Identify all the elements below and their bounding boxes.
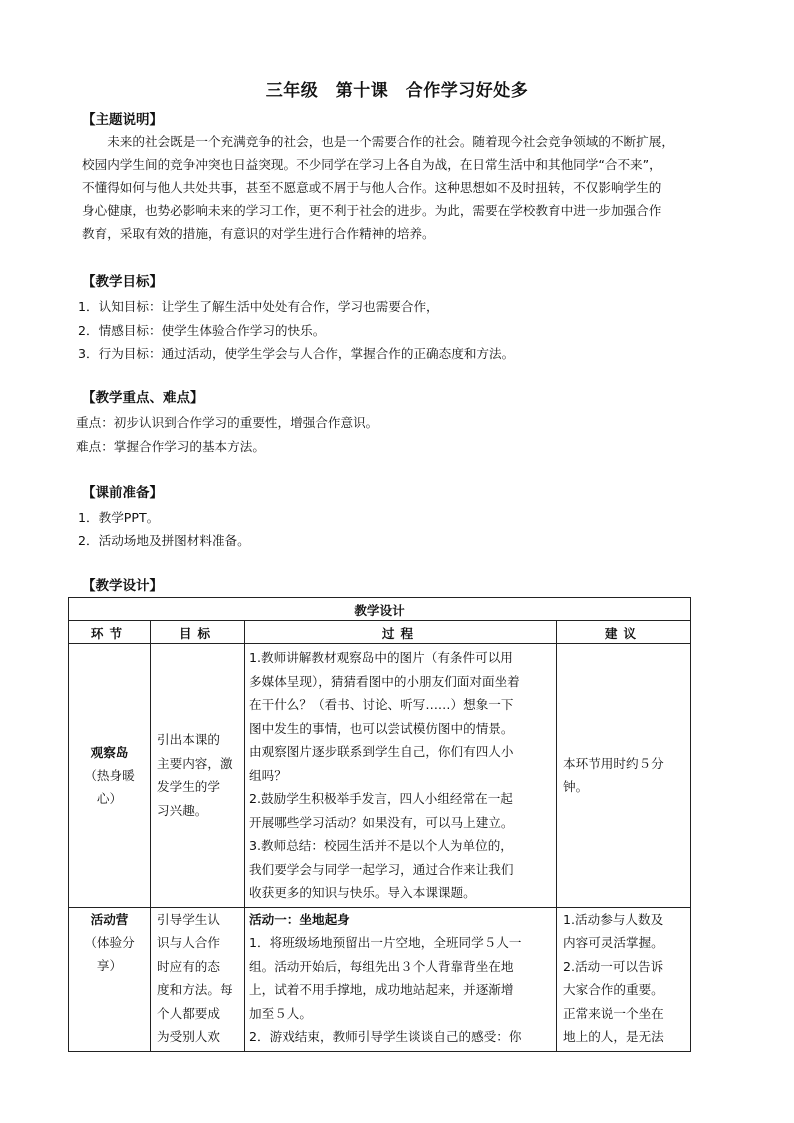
- stage-name: 活动营: [90, 911, 129, 927]
- theme-line: 校园内学生间的竞争冲突也日益突现。不少同学在学习上各自为战，在日常生活中和其他同学“合不来”，: [82, 157, 662, 172]
- table-row: [69, 907, 691, 1051]
- theme-line: 不懂得如何与他人共处共事，甚至不愿意或不屑于与他人合作。这种思想如不及时扭转，不仅影响学生的: [82, 180, 662, 195]
- theme-line: 身心健康，也势必影响未来的学习工作，更不利于社会的进步。为此，需要在学校教育中进一步加强合作: [82, 203, 662, 218]
- process-line: 组吗？: [249, 767, 287, 783]
- process-line: 2．游戏结束，教师引导学生谈谈自己的感受：你: [249, 1029, 522, 1044]
- keypoints-heading: 【教学重点、难点】: [82, 390, 204, 406]
- table-row: [69, 644, 691, 908]
- process-line: 多媒体呈现），猜猜看图中的小朋友们面对面坐着: [249, 673, 520, 689]
- goal-item: 3．行为目标：通过活动，使学生学会与人合作，掌握合作的正确态度和方法。: [78, 346, 515, 361]
- goal-line: 个人都要成: [157, 1005, 220, 1021]
- advice-cell: [557, 907, 691, 1051]
- prep-item: 2．活动场地及拼图材料准备。: [78, 533, 250, 548]
- theme-line: 未来的社会既是一个充满竞争的社会，也是一个需要合作的社会。随着现今社会竞争领域的不断扩展，: [82, 134, 674, 149]
- advice-line: 2.活动一可以告诉: [563, 958, 664, 974]
- process-line: 图中发生的事情，也可以尝试模仿图中的情景。: [249, 720, 514, 736]
- column-header: 环节: [69, 621, 151, 644]
- goal-line: 引导学生认: [157, 911, 220, 927]
- keypoint-item: 重点：初步认识到合作学习的重要性，增强合作意识。: [76, 415, 379, 430]
- stage-sub: （热身暖: [84, 767, 135, 783]
- prep-heading: 【课前准备】: [82, 485, 163, 501]
- column-header: 目标: [151, 621, 245, 644]
- process-line: 由观察图片逐步联系到学生自己，你们有四人小: [249, 744, 514, 759]
- teaching-design-table: [68, 597, 691, 1052]
- stage-sub: 心）: [96, 790, 123, 806]
- prep-item: 1．教学PPT。: [78, 510, 160, 525]
- theme-paragraph: [82, 130, 722, 245]
- stage-sub: 享）: [96, 957, 123, 973]
- theme-line: 教育，采取有效的措施，有意识的对学生进行合作精神的培养。: [82, 226, 435, 241]
- process-cell: [245, 644, 557, 908]
- goal-cell: [151, 907, 245, 1051]
- page-title: 三年级 第十课 合作学习好处多: [265, 81, 529, 101]
- advice-line: 正常来说一个坐在: [563, 1005, 664, 1021]
- goals-heading: 【教学目标】: [82, 274, 163, 290]
- goal-line: 主要内容，激: [157, 755, 233, 771]
- process-line: 我们要学会与同学一起学习，通过合作来让我们: [249, 861, 514, 877]
- stage-cell: [69, 644, 151, 908]
- advice-line: 本环节用时约５分: [563, 755, 664, 771]
- process-line: 1.教师讲解教材观察岛中的图片（有条件可以用: [249, 650, 513, 665]
- process-cell: [245, 907, 557, 1051]
- advice-line: 大家合作的重要。: [563, 982, 664, 997]
- process-line: 上，试着不用手撑地，成功地站起来，并逐渐增: [249, 982, 514, 997]
- goal-line: 引出本课的: [157, 732, 220, 748]
- column-header: 过程: [245, 621, 557, 644]
- stage-name: 观察岛: [90, 744, 129, 760]
- process-line: 收获更多的知识与快乐。导入本课课题。: [249, 885, 476, 900]
- process-line: 2.鼓励学生积极举手发言，四人小组经常在一起: [249, 791, 513, 806]
- goal-line: 时应有的态: [157, 958, 220, 974]
- goal-line: 习兴趣。: [157, 802, 208, 818]
- goal-line: 为受别人欢: [157, 1029, 220, 1044]
- process-line: 加至５人。: [249, 1005, 312, 1021]
- goal-cell: [151, 644, 245, 908]
- process-line: 3.教师总结：校园生活并不是以个人为单位的，: [249, 838, 513, 853]
- goal-line: 发学生的学: [157, 779, 220, 795]
- stage-cell: [69, 907, 151, 1051]
- keypoint-item: 难点：掌握合作学习的基本方法。: [76, 439, 265, 454]
- advice-line: 内容可灵活掌握。: [563, 935, 664, 950]
- advice-line: 钟。: [563, 779, 589, 795]
- stage-sub: （体验分: [84, 934, 135, 950]
- process-line: 开展哪些学习活动？如果没有，可以马上建立。: [249, 814, 514, 830]
- process-line: 1．将班级场地预留出一片空地，全班同学５人一: [249, 935, 522, 950]
- advice-cell: [557, 644, 691, 908]
- goal-item: 2．情感目标：使学生体验合作学习的快乐。: [78, 323, 326, 338]
- activity-title: 活动一：坐地起身: [249, 911, 350, 927]
- design-heading: 【教学设计】: [82, 578, 163, 594]
- advice-line: 1.活动参与人数及: [563, 911, 664, 927]
- process-line: 组。活动开始后，每组先出３个人背靠背坐在地: [249, 958, 514, 974]
- column-header: 建议: [557, 621, 691, 644]
- process-line: 在干什么？（看书、讨论、听写……）想象一下: [249, 697, 514, 712]
- advice-line: 地上的人，是无法: [563, 1029, 664, 1044]
- table-title: 教学设计: [69, 598, 691, 621]
- theme-heading: 【主题说明】: [82, 112, 163, 128]
- goal-line: 识与人合作: [157, 935, 220, 950]
- goal-line: 度和方法。每: [157, 982, 233, 997]
- goal-item: 1．认知目标：让学生了解生活中处处有合作，学习也需要合作，: [78, 299, 439, 314]
